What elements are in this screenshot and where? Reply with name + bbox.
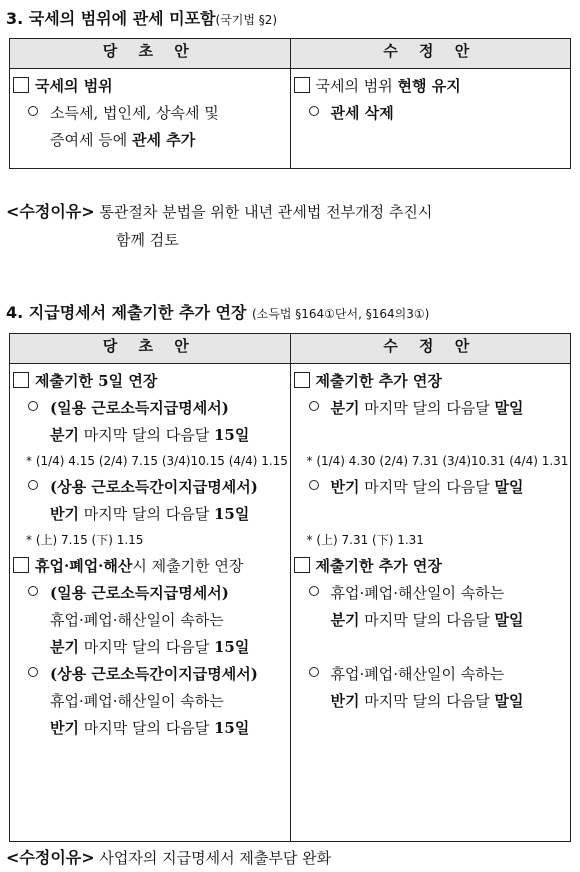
list-item: 국세의 범위 (10, 73, 290, 100)
list-item: (일용 근로소득지급명세서) (10, 395, 290, 422)
original-cell (10, 364, 291, 842)
footnote: * (上) 7.31 (下) 1.31 (306, 533, 424, 547)
bullet-icon (309, 480, 319, 490)
original-cell (10, 69, 291, 169)
bullet-icon (28, 586, 38, 596)
bullet-icon (28, 480, 38, 490)
section-4-title: 4. 지급명세서 제출기한 추가 연장 (소득법 §164①단서, §164의3①) (6, 303, 430, 322)
revision-reason-1: <수정이유> 통관절차 분법을 위한 내년 관세법 전부개정 추진시 함께 검토 (6, 202, 433, 249)
list-item: 반기 마지막 달의 다음달 15일 (50, 719, 250, 737)
list-item: 소득세, 법인세, 상속세 및 (10, 100, 290, 127)
bullet-icon (309, 401, 319, 411)
bullet-icon (309, 667, 319, 677)
list-item: 관세 삭제 (291, 100, 571, 127)
revised-cell (290, 364, 571, 842)
footnote: * (1/4) 4.30 (2/4) 7.31 (3/4)10.31 (4/4) 1.31 (306, 454, 569, 468)
header-revised: 수 정 안 (290, 39, 571, 69)
list-item: 분기 마지막 달의 다음달 15일 (50, 638, 250, 656)
list-item: 휴업·폐업·해산시 제출기한 연장 (10, 553, 290, 580)
checkbox-icon (294, 372, 310, 388)
checkbox-icon (13, 557, 29, 573)
section-3-title: 3. 국세의 범위에 관세 미포함(국기법 §2) (6, 9, 278, 28)
footnote: * (上) 7.15 (下) 1.15 (26, 533, 144, 547)
list-item: 증여세 등에 관세 추가 (50, 131, 196, 149)
list-item: 반기 마지막 달의 다음달 15일 (50, 505, 250, 523)
revision-reason-2: <수정이유> 사업자의 지급명세서 제출부담 완화 (6, 848, 332, 867)
checkbox-icon (294, 77, 310, 93)
list-item: 휴업·폐업·해산일이 속하는 (291, 661, 571, 688)
section-3-table (9, 38, 571, 169)
list-item: 휴업·폐업·해산일이 속하는 (50, 611, 224, 629)
section-4-table (9, 333, 571, 842)
list-item: 반기 마지막 달의 다음달 말일 (291, 474, 571, 501)
bullet-icon (28, 401, 38, 411)
list-item: 휴업·폐업·해산일이 속하는 (291, 580, 571, 607)
revised-cell (290, 69, 571, 169)
list-item: 분기 마지막 달의 다음달 말일 (330, 611, 524, 629)
bullet-icon (28, 667, 38, 677)
checkbox-icon (13, 77, 29, 93)
bullet-icon (309, 106, 319, 116)
list-item: 국세의 범위 현행 유지 (291, 73, 571, 100)
list-item: 분기 마지막 달의 다음달 15일 (50, 426, 250, 444)
footnote: * (1/4) 4.15 (2/4) 7.15 (3/4)10.15 (4/4) 1.15 (26, 454, 288, 468)
header-original: 당 초 안 (10, 334, 291, 364)
checkbox-icon (13, 372, 29, 388)
list-item: 제출기한 5일 연장 (10, 368, 290, 395)
list-item: 제출기한 추가 연장 (291, 553, 571, 580)
header-original: 당 초 안 (10, 39, 291, 69)
bullet-icon (309, 586, 319, 596)
header-revised: 수 정 안 (290, 334, 571, 364)
list-item: 반기 마지막 달의 다음달 말일 (330, 692, 524, 710)
checkbox-icon (294, 557, 310, 573)
list-item: (일용 근로소득지급명세서) (10, 580, 290, 607)
bullet-icon (28, 106, 38, 116)
list-item: 제출기한 추가 연장 (291, 368, 571, 395)
list-item: 휴업·폐업·해산일이 속하는 (50, 692, 224, 710)
list-item: 분기 마지막 달의 다음달 말일 (291, 395, 571, 422)
list-item: (상용 근로소득간이지급명세서) (10, 474, 290, 501)
list-item: (상용 근로소득간이지급명세서) (10, 661, 290, 688)
